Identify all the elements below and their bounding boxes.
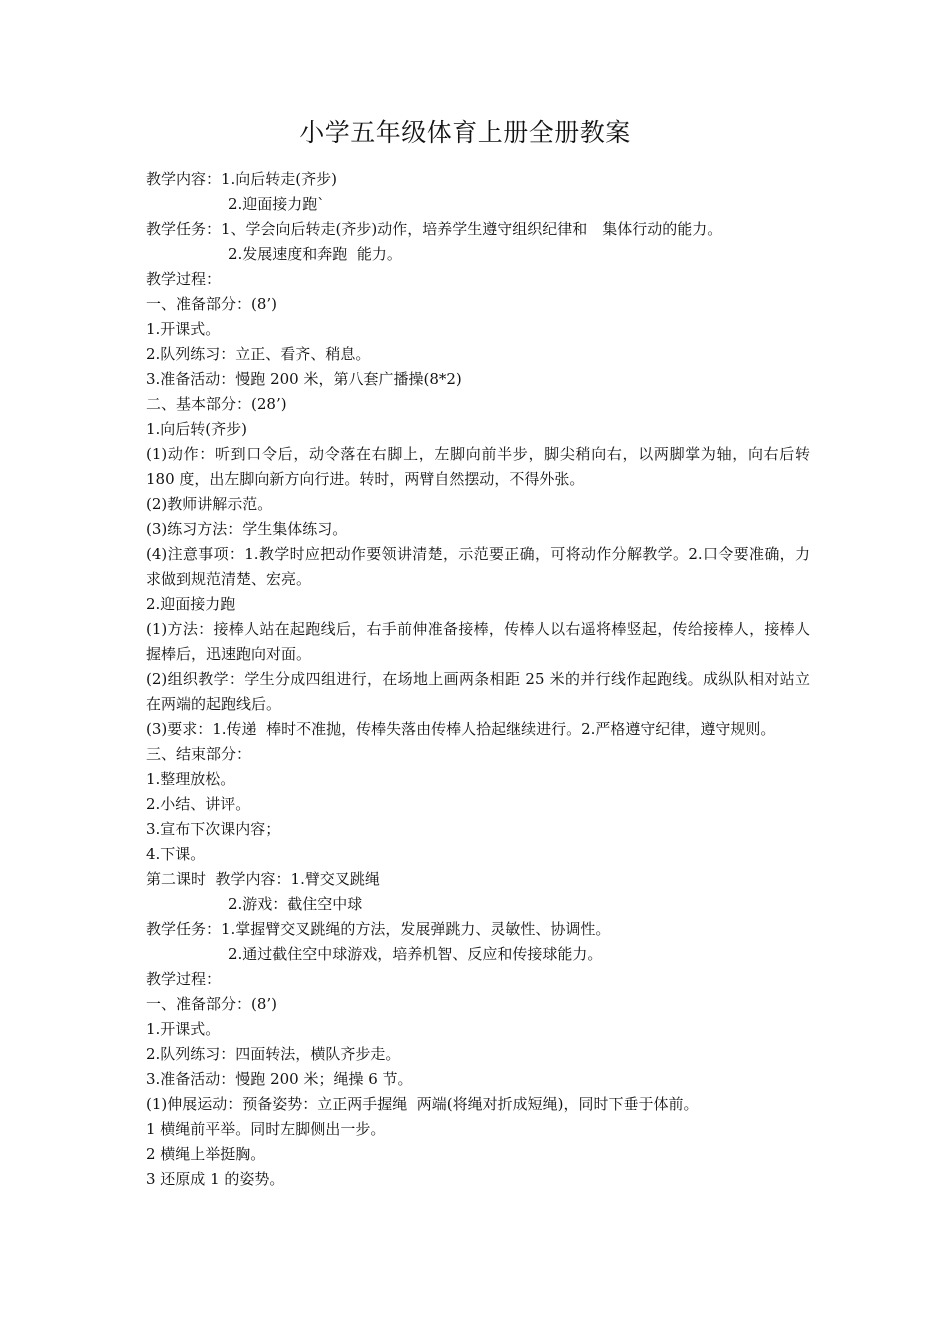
text-line: 教学过程：	[146, 270, 222, 288]
text-line: 2.游戏：截住空中球	[228, 895, 363, 913]
text-line: 教学任务：1.掌握臂交叉跳绳的方法，发展弹跳力、灵敏性、协调性。	[146, 920, 611, 938]
text-line: 教学任务：1、学会向后转走(齐步)动作，培养学生遵守组织纪律和 集体行动的能力。	[146, 220, 723, 238]
text-line: 2.发展速度和奔跑 能力。	[228, 245, 402, 263]
text-line: 2 横绳上举挺胸。	[146, 1145, 266, 1163]
text-line: 1.开课式。	[146, 1020, 221, 1038]
text-line: 3 还原成 1 的姿势。	[146, 1170, 285, 1188]
text-line: 1.整理放松。	[146, 770, 236, 788]
text-line: 2.迎面接力跑	[146, 595, 236, 613]
text-line: 三、结束部分：	[146, 745, 252, 763]
text-line: 1.向后转(齐步)	[146, 420, 248, 438]
text-line: 2.队列练习：四面转法，横队齐步走。	[146, 1045, 401, 1063]
text-line: (2)组织教学：学生分成四组进行，在场地上画两条相距 25 米的并行线作起跑线。成纵队相对站立在两端的起跑线后。	[146, 670, 810, 713]
text-line: (3)练习方法：学生集体练习。	[146, 520, 348, 538]
text-line: 教学内容：1.向后转走(齐步)	[146, 170, 338, 188]
text-line: 3.宣布下次课内容；	[146, 820, 281, 838]
text-line: (1)动作：听到口令后，动令落在右脚上，左脚向前半步，脚尖稍向右，以两脚掌为轴，向右后转 180 度，出左脚向新方向行进。转时，两臂自然摆动，不得外张。	[146, 445, 815, 488]
text-line: 2.小结、讲评。	[146, 795, 251, 813]
text-line: (4)注意事项：1.教学时应把动作要领讲清楚，示范要正确，可将动作分解教学。2.口令要准确，力求做到规范清楚、宏亮。	[146, 545, 810, 588]
text-line: 第二课时 教学内容：1.臂交叉跳绳	[146, 870, 380, 888]
text-line: (3)要求：1.传递 棒时不准抛，传棒失落由传棒人拾起继续进行。2.严格遵守纪律，遵守规则。	[146, 720, 776, 738]
text-line: (1)伸展运动：预备姿势：立正两手握绳 两端(将绳对折成短绳)，同时下垂于体前。	[146, 1095, 699, 1113]
text-line: 一、准备部分：(8’)	[146, 995, 278, 1013]
document-body	[146, 167, 815, 1192]
text-line: 3.准备活动：慢跑 200 米；绳操 6 节。	[146, 1070, 413, 1088]
text-line: 二、基本部分：(28’)	[146, 395, 287, 413]
document-title: 小学五年级体育上册全册教案	[299, 118, 631, 147]
text-line: 教学过程：	[146, 970, 222, 988]
text-line: (1)方法：接棒人站在起跑线后，右手前伸准备接棒，传棒人以右遥将棒竖起，传给接棒人，接棒人握棒后，迅速跑向对面。	[146, 620, 810, 663]
text-line: 4.下课。	[146, 845, 206, 863]
text-line: 3.准备活动：慢跑 200 米，第八套广播操(8*2)	[146, 370, 462, 388]
text-line: 1.开课式。	[146, 320, 221, 338]
text-line: 2.队列练习：立正、看齐、稍息。	[146, 345, 371, 363]
text-line: (2)教师讲解示范。	[146, 495, 273, 513]
text-line: 2.通过截住空中球游戏，培养机智、反应和传接球能力。	[228, 945, 603, 963]
text-line: 2.迎面接力跑`	[228, 195, 325, 213]
text-line: 1 横绳前平举。同时左脚侧出一步。	[146, 1120, 386, 1138]
text-line: 一、准备部分：(8’)	[146, 295, 278, 313]
